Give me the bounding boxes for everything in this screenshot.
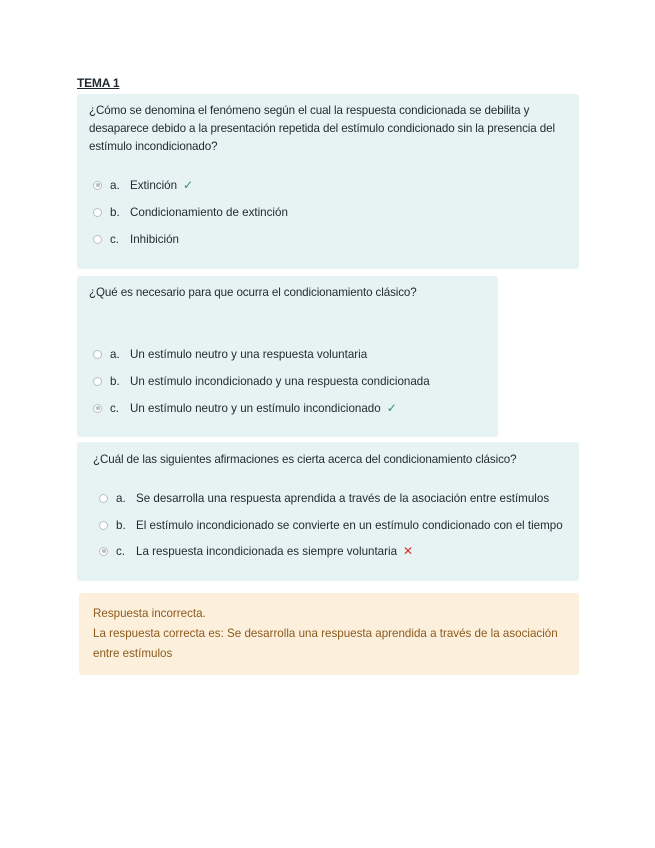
question-2-option-a[interactable] xyxy=(93,346,367,362)
option-letter: c. xyxy=(110,401,120,415)
section-heading: TEMA 1 xyxy=(77,76,120,90)
question-3-option-b[interactable] xyxy=(99,517,563,533)
question-1-option-b[interactable] xyxy=(93,204,288,220)
question-2-text: ¿Qué es necesario para que ocurra el condicionamiento clásico? xyxy=(89,286,417,299)
radio-icon[interactable] xyxy=(93,350,102,359)
question-1-option-c[interactable] xyxy=(93,231,179,247)
option-label: Condicionamiento de extinción xyxy=(130,205,288,219)
cross-icon: ✕ xyxy=(403,544,414,558)
option-label: Un estímulo incondicionado y una respuesta condicionada xyxy=(130,374,430,388)
checkmark-icon: ✓ xyxy=(386,401,397,415)
checkmark-icon: ✓ xyxy=(183,178,194,192)
question-3-option-a[interactable] xyxy=(99,490,549,506)
option-letter: a. xyxy=(110,178,120,192)
option-label: Inhibición xyxy=(130,232,179,246)
option-label: Un estímulo neutro y una respuesta voluntaria xyxy=(130,347,368,361)
question-1-option-a[interactable] xyxy=(93,177,193,193)
option-label: Se desarrolla una respuesta aprendida a través de la asociación entre estímulos xyxy=(136,491,550,505)
option-label: Extinción xyxy=(130,178,178,192)
option-letter: c. xyxy=(116,544,126,558)
question-3-option-c[interactable] xyxy=(99,543,413,559)
radio-icon[interactable] xyxy=(93,377,102,386)
option-letter: b. xyxy=(110,374,120,388)
radio-icon[interactable] xyxy=(93,208,102,217)
option-letter: c. xyxy=(110,232,120,246)
question-2-option-c[interactable] xyxy=(93,400,397,416)
option-letter: b. xyxy=(110,205,120,219)
question-1-card xyxy=(77,94,579,269)
question-1-text: ¿Cómo se denomina el fenómeno según el cual la respuesta condicionada se debilita y desaparece debido a la presentación repetida del estímulo condicionado sin la presencia del estímulo incondicionado? xyxy=(89,104,555,153)
option-label: La respuesta incondicionada es siempre voluntaria xyxy=(136,544,398,558)
radio-icon[interactable] xyxy=(93,235,102,244)
radio-selected-icon[interactable] xyxy=(93,181,102,190)
question-3-card xyxy=(77,442,579,581)
option-label: Un estímulo neutro y un estímulo incondicionado xyxy=(130,401,381,415)
radio-selected-icon[interactable] xyxy=(93,404,102,413)
feedback-correct-answer: La respuesta correcta es: Se desarrolla una respuesta aprendida a través de la asociación entre estímulos xyxy=(93,627,558,660)
option-letter: a. xyxy=(116,491,126,505)
question-2-option-b[interactable] xyxy=(93,373,430,389)
question-2-card xyxy=(77,276,498,437)
option-letter: b. xyxy=(116,518,126,532)
option-label: El estímulo incondicionado se convierte en un estímulo condicionado con el tiempo xyxy=(136,518,563,532)
question-3-text: ¿Cuál de las siguientes afirmaciones es cierta acerca del condicionamiento clásico? xyxy=(93,453,517,466)
feedback-status: Respuesta incorrecta. xyxy=(93,607,206,620)
feedback-panel xyxy=(79,593,579,675)
radio-icon[interactable] xyxy=(99,521,108,530)
option-letter: a. xyxy=(110,347,120,361)
radio-icon[interactable] xyxy=(99,494,108,503)
radio-selected-icon[interactable] xyxy=(99,547,108,556)
